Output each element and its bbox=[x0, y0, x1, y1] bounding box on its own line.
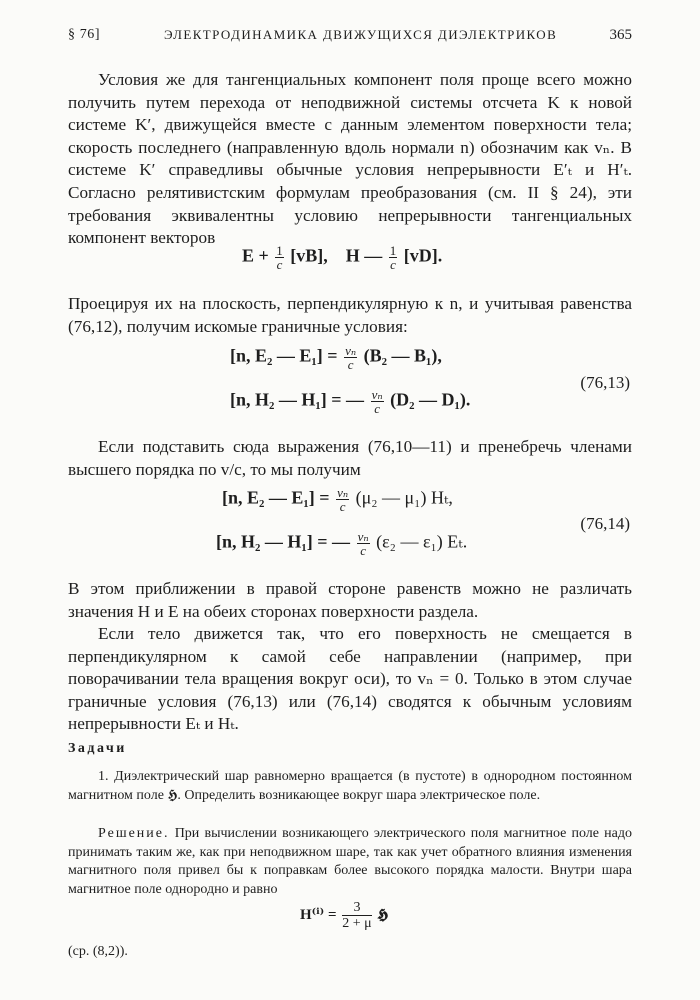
fraction-numerator: vₙ bbox=[371, 387, 383, 402]
reference-text: (ср. (8,2)). bbox=[68, 944, 128, 959]
section-marker: § 76] bbox=[68, 27, 101, 42]
fraction-vn-over-c bbox=[336, 486, 349, 513]
fraction-numerator: 3 bbox=[342, 900, 371, 916]
eq-term-e: E + bbox=[242, 245, 269, 266]
fraction-3-over-2-plus-mu bbox=[342, 900, 371, 931]
page-number: 365 bbox=[609, 27, 632, 43]
solution-text: При вычислении возникающего электрического поля магнитное поле надо принимать таким же, как при неподвижном шаре, так как учет обратного влияния изменения магнитного поля привел бы к поправкам более высокого порядка малости. Внутри шара магнитное поле однородно и равно bbox=[68, 826, 632, 897]
paragraph-text: Если подставить сюда выражения (76,10—11) и пренебречь членами высшего порядка по v/c, то мы получим bbox=[68, 437, 632, 479]
fraction-numerator: vₙ bbox=[337, 485, 349, 500]
problem-1 bbox=[68, 768, 632, 805]
fraction-denominator: c bbox=[339, 499, 346, 514]
equation-76-13-line2 bbox=[230, 388, 470, 415]
problem-text: 1. Диэлектрический шар равномерно вращается (в пустоте) в однородном постоянном магнитном поле 𝕳. Определить возникающее вокруг шара электрическое поле. bbox=[68, 769, 632, 803]
solution-1 bbox=[68, 825, 632, 899]
problems-heading: Задачи bbox=[68, 741, 127, 756]
eq-term-vd: [vD]. bbox=[403, 245, 443, 266]
eq-lhs: H⁽ⁱ⁾ = bbox=[300, 906, 337, 923]
fraction-one-over-c-2 bbox=[389, 244, 398, 271]
fraction-denominator: 2 + μ bbox=[342, 916, 372, 931]
eq-rhs: (μ₂ — μ₁) Hₜ, bbox=[355, 487, 453, 508]
equation-76-14-line1 bbox=[222, 486, 453, 513]
fraction-denominator: c bbox=[347, 357, 354, 372]
running-header bbox=[68, 27, 632, 49]
fraction-denominator: c bbox=[374, 401, 380, 416]
equation-vectors bbox=[242, 244, 442, 271]
fraction-denominator: c bbox=[390, 257, 396, 272]
paragraph-text: Если тело движется так, что его поверхность не смещается в перпендикулярном к самой себе направлении (например, при поворачивании тела вращения вокруг оси), то vₙ = 0. Только в этом случае граничные условия (76,13) или (76,14) сводятся к обычным условиям непрерывности Eₜ и Hₜ. bbox=[68, 624, 632, 734]
equation-76-14-line2 bbox=[216, 530, 467, 557]
fraction-vn-over-c bbox=[371, 388, 384, 415]
equation-number-76-14: (76,14) bbox=[580, 514, 630, 533]
paragraph-tangential-conditions bbox=[68, 69, 632, 250]
fraction-denominator: c bbox=[276, 257, 283, 272]
fraction-numerator: 1 bbox=[389, 243, 397, 258]
fraction-numerator: 1 bbox=[276, 243, 283, 258]
paragraph-approximation bbox=[68, 578, 632, 623]
eq-rhs: 𝕳 bbox=[377, 906, 389, 923]
eq-rhs: (B₂ — B₁), bbox=[363, 345, 442, 366]
fraction-numerator: vₙ bbox=[357, 529, 369, 544]
equation-h-inside bbox=[300, 900, 388, 931]
eq-lhs: [n, E₂ — E₁] = bbox=[230, 345, 338, 366]
paragraph-moving-body bbox=[68, 623, 632, 736]
fraction-numerator: vₙ bbox=[345, 343, 357, 358]
eq-rhs: (ε₂ — ε₁) Eₜ. bbox=[376, 531, 468, 552]
paragraph-text: Проецируя их на плоскость, перпендикулярную к n, и учитывая равенства (76,12), получим искомые граничные условия: bbox=[68, 294, 632, 336]
eq-term-h: H — bbox=[345, 245, 383, 266]
eq-term-vb: [vB], bbox=[290, 245, 328, 266]
equation-number-76-13: (76,13) bbox=[580, 373, 630, 392]
fraction-one-over-c bbox=[275, 244, 284, 271]
equation-76-13-line1 bbox=[230, 344, 442, 371]
fraction-denominator: c bbox=[360, 543, 366, 558]
eq-lhs: [n, H₂ — H₁] = — bbox=[216, 531, 351, 552]
paragraph-substitution bbox=[68, 436, 632, 481]
paragraph-projection bbox=[68, 293, 632, 338]
eq-lhs: [n, E₂ — E₁] = bbox=[222, 487, 330, 508]
paragraph-text: Условия же для тангенциальных компонент поля проще всего можно получить путем перехода от неподвижной системы отсчета K к новой системе K′, движущейся вместе с данным элементом поверхности тела; скорость последнего (направленную вдоль нормали n) обозначим как vₙ. В системе K′ справедливы обычные условия непрерывности E′ₜ и H′ₜ. Согласно релятивистским формулам преобразования (см. II § 24), эти требования эквивалентны условию непрерывности тангенциальных компонент векторов bbox=[68, 70, 632, 248]
chapter-title: ЭЛЕКТРОДИНАМИКА ДВИЖУЩИХСЯ ДИЭЛЕКТРИКОВ bbox=[164, 27, 558, 42]
eq-lhs: [n, H₂ — H₁] = — bbox=[230, 389, 365, 410]
fraction-vn-over-c bbox=[357, 530, 370, 557]
solution-label: Решение. bbox=[98, 826, 170, 841]
fraction-vn-over-c bbox=[344, 344, 357, 371]
reference-line bbox=[68, 943, 632, 962]
solution-paragraph bbox=[68, 825, 632, 899]
paragraph-text: В этом приближении в правой стороне равенств можно не различать значения H и E на обеих сторонах поверхности раздела. bbox=[68, 579, 632, 621]
eq-rhs: (D₂ — D₁). bbox=[390, 389, 471, 410]
